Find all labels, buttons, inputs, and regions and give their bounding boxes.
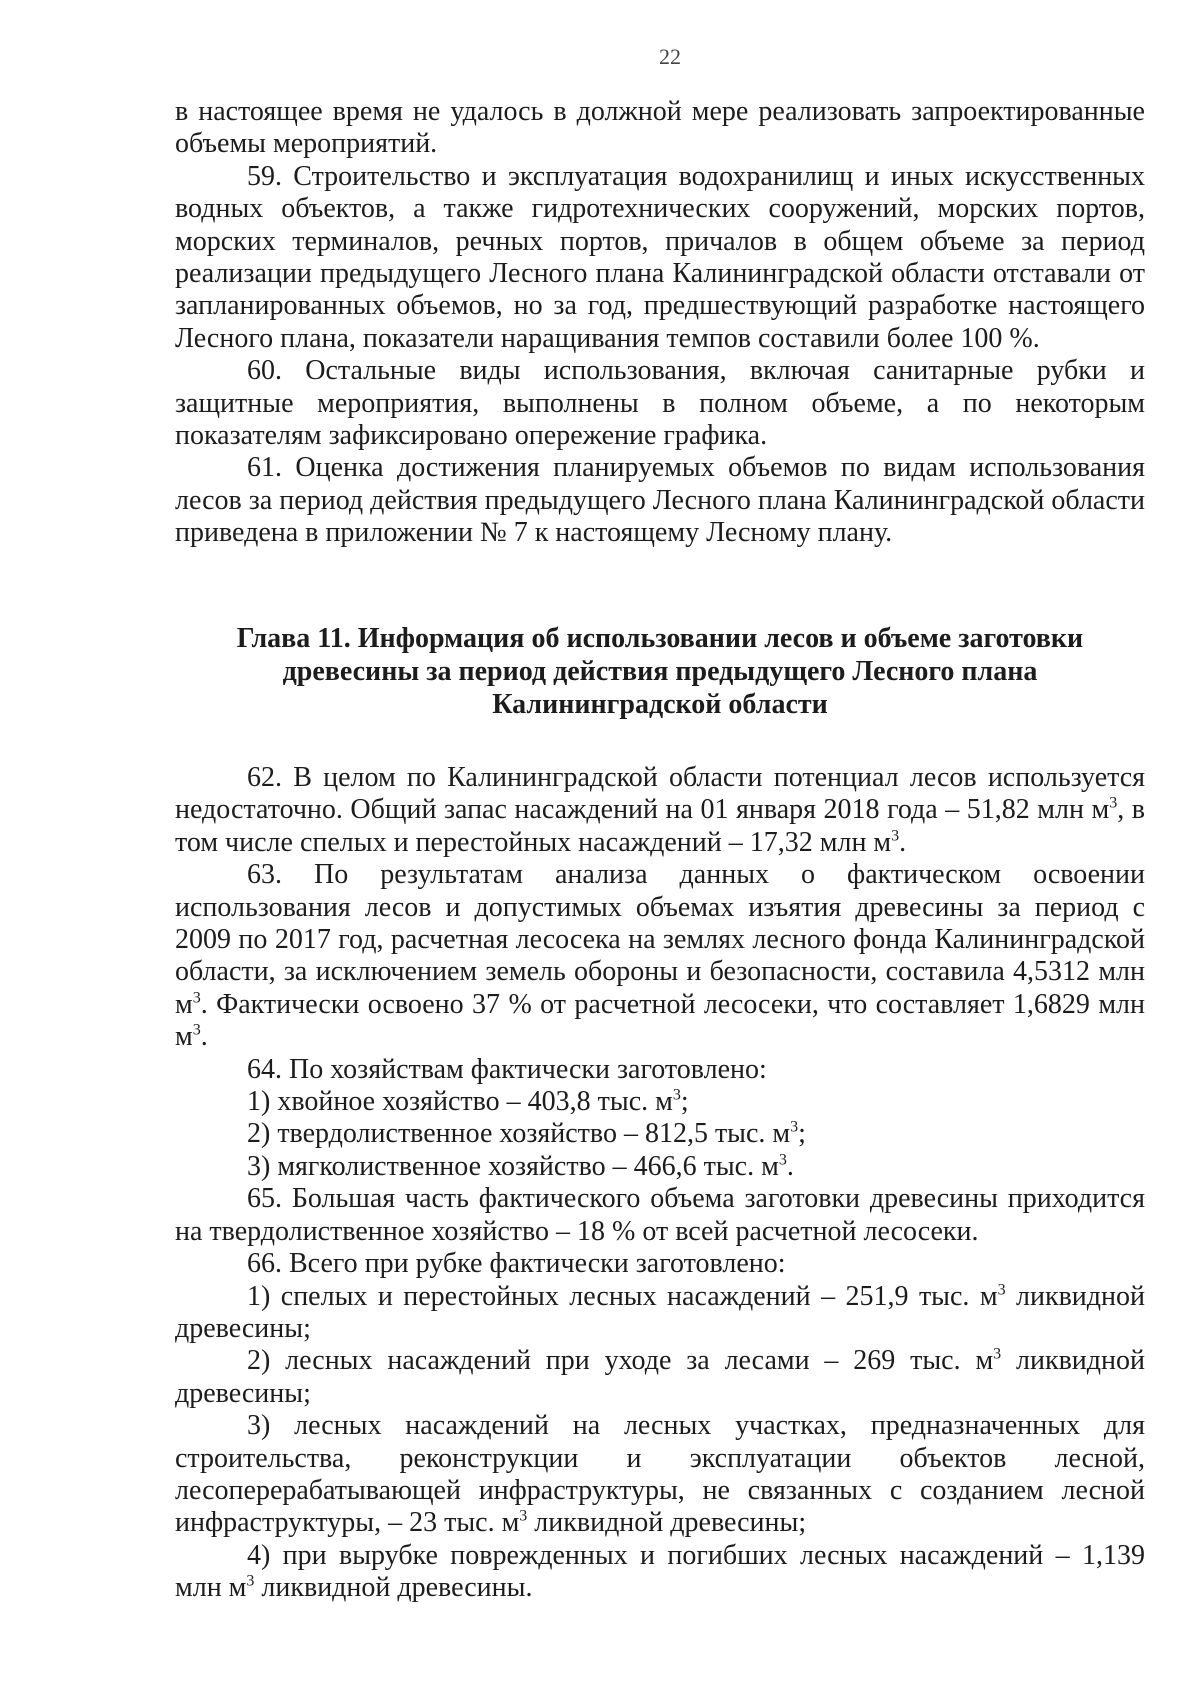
superscript-cubic: 3 [192, 989, 201, 1007]
superscript-cubic: 3 [778, 1151, 787, 1169]
list-item-66-2 [175, 1345, 1145, 1410]
list-item-text: 4) при вырубке поврежденных и погибших лесных насаждений – 1,139 млн м [175, 1539, 1145, 1604]
paragraph-65: 65. Большая часть фактического объема заготовки древесины приходится на твердолиственное хозяйство – 18 % от всей расчетной лесосеки. [175, 1183, 1145, 1247]
list-item-text: 2) твердолиственное хозяйство – 812,5 тыс. м [247, 1118, 791, 1150]
list-item-text: 1) хвойное хозяйство – 403,8 тыс. м [247, 1086, 673, 1118]
paragraph-63-text-c: . [200, 1021, 208, 1053]
chapter-title-line-3: Калининградской области [492, 689, 828, 720]
superscript-cubic: 3 [993, 1345, 1002, 1363]
list-item-tail: ; [680, 1086, 689, 1118]
chapter-title-line-1: Глава 11. Информация об использовании лесов и объеме заготовки [236, 623, 1084, 654]
paragraph-59: 59. Строительство и эксплуатация водохранилищ и иных искусственных водных объектов, а также гидротехнических сооружений, морских портов, морских терминалов, речных портов, причалов в общем объеме за период реализации предыдущего Лесного плана Калининградской области отставали от запланированных объемов, но за год, предшествующий разработке настоящего Лесного плана, показатели наращивания темпов составили более 100 %. [175, 160, 1145, 354]
superscript-cubic: 3 [790, 1119, 799, 1137]
list-item-text: 2) лесных насаждений при уходе за лесами – 269 тыс. м [247, 1345, 994, 1377]
list-item-text: 1) спелых и перестойных лесных насаждений – 251,9 тыс. м [247, 1280, 998, 1312]
paragraph-63 [175, 859, 1145, 1053]
list-item-66-3 [175, 1410, 1145, 1540]
paragraph-63-text-b: . Фактически освоено 37 % от расчетной лесосеки, что составляет 1,6829 млн м [175, 988, 1145, 1053]
list-item-64-3 [175, 1151, 1145, 1183]
chapter-title [175, 622, 1145, 721]
list-item-tail: ликвидной древесины. [254, 1572, 533, 1604]
superscript-cubic: 3 [246, 1572, 255, 1590]
paragraph-62-text-b: , в том числе спелых и перестойных насаждений – 17,32 млн м [175, 794, 1145, 858]
paragraph-62-text-a: 62. В целом по Калининградской области потенциал лесов используется недостаточно. Общий запас насаждений на 01 января 2018 года – 51,82 млн м [175, 762, 1145, 826]
list-item-66-1 [175, 1281, 1145, 1346]
paragraph-continued: в настоящее время не удалось в должной мере реализовать запроектированные объемы мероприятий. [175, 96, 1145, 160]
superscript-cubic: 3 [672, 1086, 681, 1104]
list-item-tail: ликвидной древесины; [175, 1280, 1145, 1344]
list-item-tail: ликвидной древесины; [175, 1345, 1146, 1409]
list-item-64-2 [175, 1118, 1145, 1150]
paragraph-61: 61. Оценка достижения планируемых объемов по видам использования лесов за период действия предыдущего Лесного плана Калининградской области приведена в приложении № 7 к настоящему Лесному плану. [175, 452, 1145, 549]
superscript-cubic: 3 [1109, 795, 1118, 813]
superscript-cubic: 3 [519, 1508, 528, 1526]
paragraph-62-text-c: . [899, 826, 907, 858]
paragraph-60: 60. Остальные виды использования, включая санитарные рубки и защитные мероприятия, выполнены в полном объеме, а по некоторым показателям зафиксировано опережение графика. [175, 355, 1145, 452]
list-item-tail: ; [798, 1118, 806, 1150]
paragraph-66: 66. Всего при рубке фактически заготовлено: [247, 1248, 786, 1280]
paragraph-63-text-a: 63. По результатам анализа данных о фактическом освоении использования лесов и допустимых объемах изъятия древесины за период с 2009 по 2017 год, расчетная лесосека на землях лесного фонда Калининградской области, за исключением земель обороны и безопасности, составила 4,5312 млн м [175, 859, 1145, 1020]
paragraph-64: 64. По хозяйствам фактически заготовлено: [247, 1053, 767, 1085]
superscript-cubic: 3 [997, 1281, 1006, 1299]
list-item-64-1 [175, 1086, 1145, 1118]
chapter-title-line-2: древесины за период действия предыдущего Лесного плана [282, 656, 1038, 687]
superscript-cubic: 3 [192, 1021, 201, 1039]
section-chapter-11 [175, 762, 1145, 1605]
page-number: 22 [659, 44, 681, 69]
list-item-66-4 [175, 1540, 1145, 1605]
section-before-chapter [175, 96, 1145, 550]
list-item-text: 3) мягколиственное хозяйство – 466,6 тыс. м [247, 1150, 779, 1182]
superscript-cubic: 3 [891, 827, 900, 845]
list-item-tail: . [786, 1150, 794, 1182]
list-item-tail: ликвидной древесины; [527, 1507, 807, 1539]
paragraph-62 [175, 762, 1145, 859]
list-item-text: 3) лесных насаждений на лесных участках, предназначенных для строительства, реконструкции и эксплуатации объектов лесной, лесоперерабатывающей инфраструктуры, не связанных с созданием лесной инфраструктуры, – 23 тыс. м [175, 1410, 1145, 1539]
